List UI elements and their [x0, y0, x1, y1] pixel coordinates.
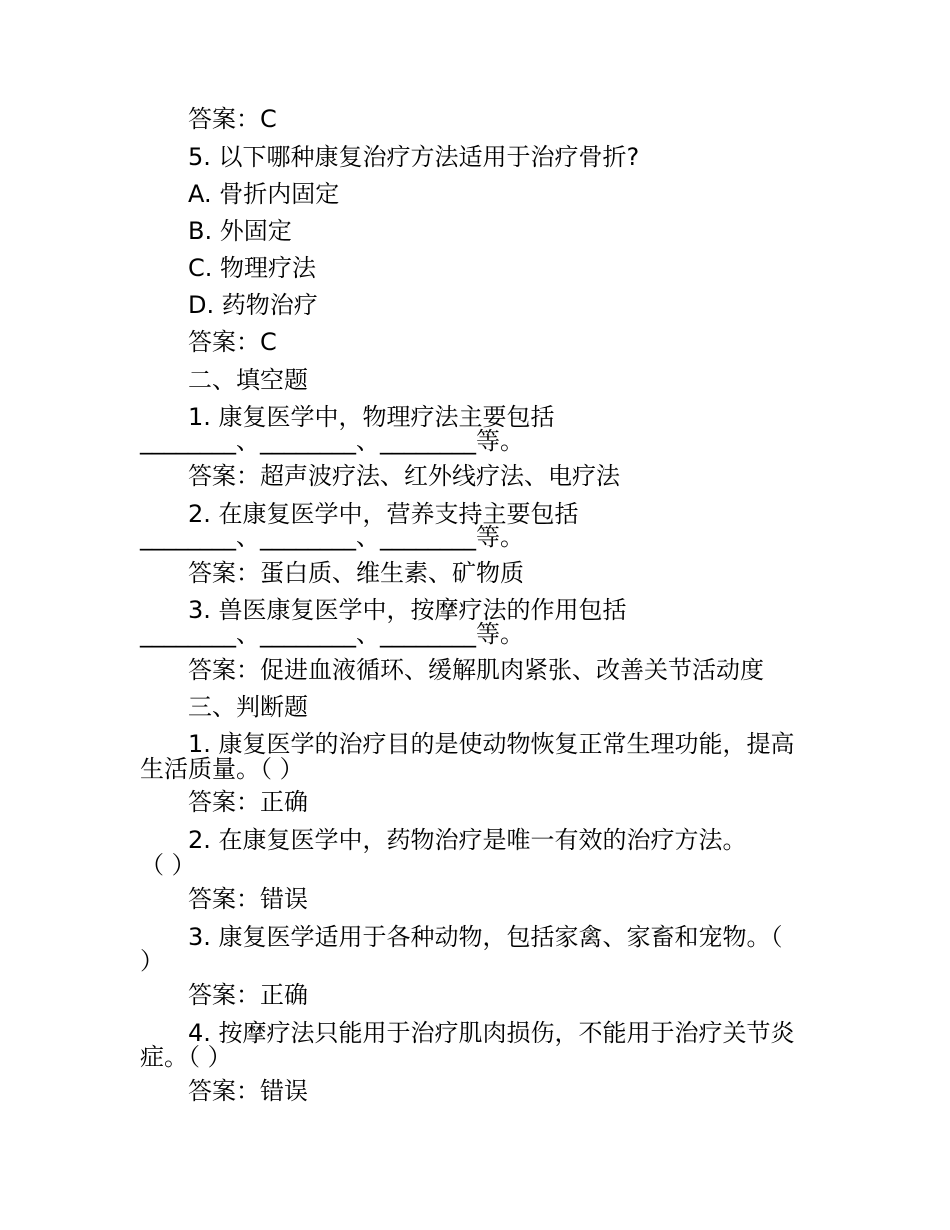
answer-text: 答案：促进血液循环、缓解肌肉紧张、改善关节活动度: [188, 656, 764, 684]
section-heading: 三、判断题: [188, 693, 308, 721]
question-text: 1. 康复医学中，物理疗法主要包括: [188, 403, 555, 431]
question-text-cont: ）: [140, 947, 164, 975]
answer-text: 答案：错误: [188, 1077, 308, 1105]
option-b: B. 外固定: [188, 217, 292, 245]
question-text-cont: 生活质量。（ ）: [140, 755, 304, 783]
blank-line: ________、________、________等。: [140, 523, 524, 551]
question-text-cont: 症。（ ）: [140, 1043, 232, 1071]
option-d: D. 药物治疗: [188, 291, 318, 319]
blank-line: ________、________、________等。: [140, 427, 524, 455]
question-text: 4. 按摩疗法只能用于治疗肌肉损伤，不能用于治疗关节炎: [188, 1019, 795, 1047]
blank-line: ________、________、________等。: [140, 620, 524, 648]
answer-text: 答案：超声波疗法、红外线疗法、电疗法: [188, 462, 620, 490]
question-text: 2. 在康复医学中，药物治疗是唯一有效的治疗方法。: [188, 826, 747, 854]
answer-text: 答案：C: [188, 105, 277, 133]
answer-text: 答案：C: [188, 328, 277, 356]
answer-text: 答案：正确: [188, 981, 308, 1009]
option-a: A. 骨折内固定: [188, 180, 340, 208]
answer-text: 答案：错误: [188, 885, 308, 913]
question-text: 5. 以下哪种康复治疗方法适用于治疗骨折?: [188, 143, 640, 171]
question-text: 3. 康复医学适用于各种动物，包括家禽、家畜和宠物。（: [188, 923, 783, 951]
answer-text: 答案：正确: [188, 788, 308, 816]
option-c: C. 物理疗法: [188, 254, 317, 282]
question-text: 1. 康复医学的治疗目的是使动物恢复正常生理功能，提高: [188, 730, 795, 758]
question-text-cont: （ ）: [140, 851, 196, 879]
section-heading: 二、填空题: [188, 366, 308, 394]
question-text: 2. 在康复医学中，营养支持主要包括: [188, 500, 579, 528]
answer-text: 答案：蛋白质、维生素、矿物质: [188, 559, 524, 587]
question-text: 3. 兽医康复医学中，按摩疗法的作用包括: [188, 596, 627, 624]
